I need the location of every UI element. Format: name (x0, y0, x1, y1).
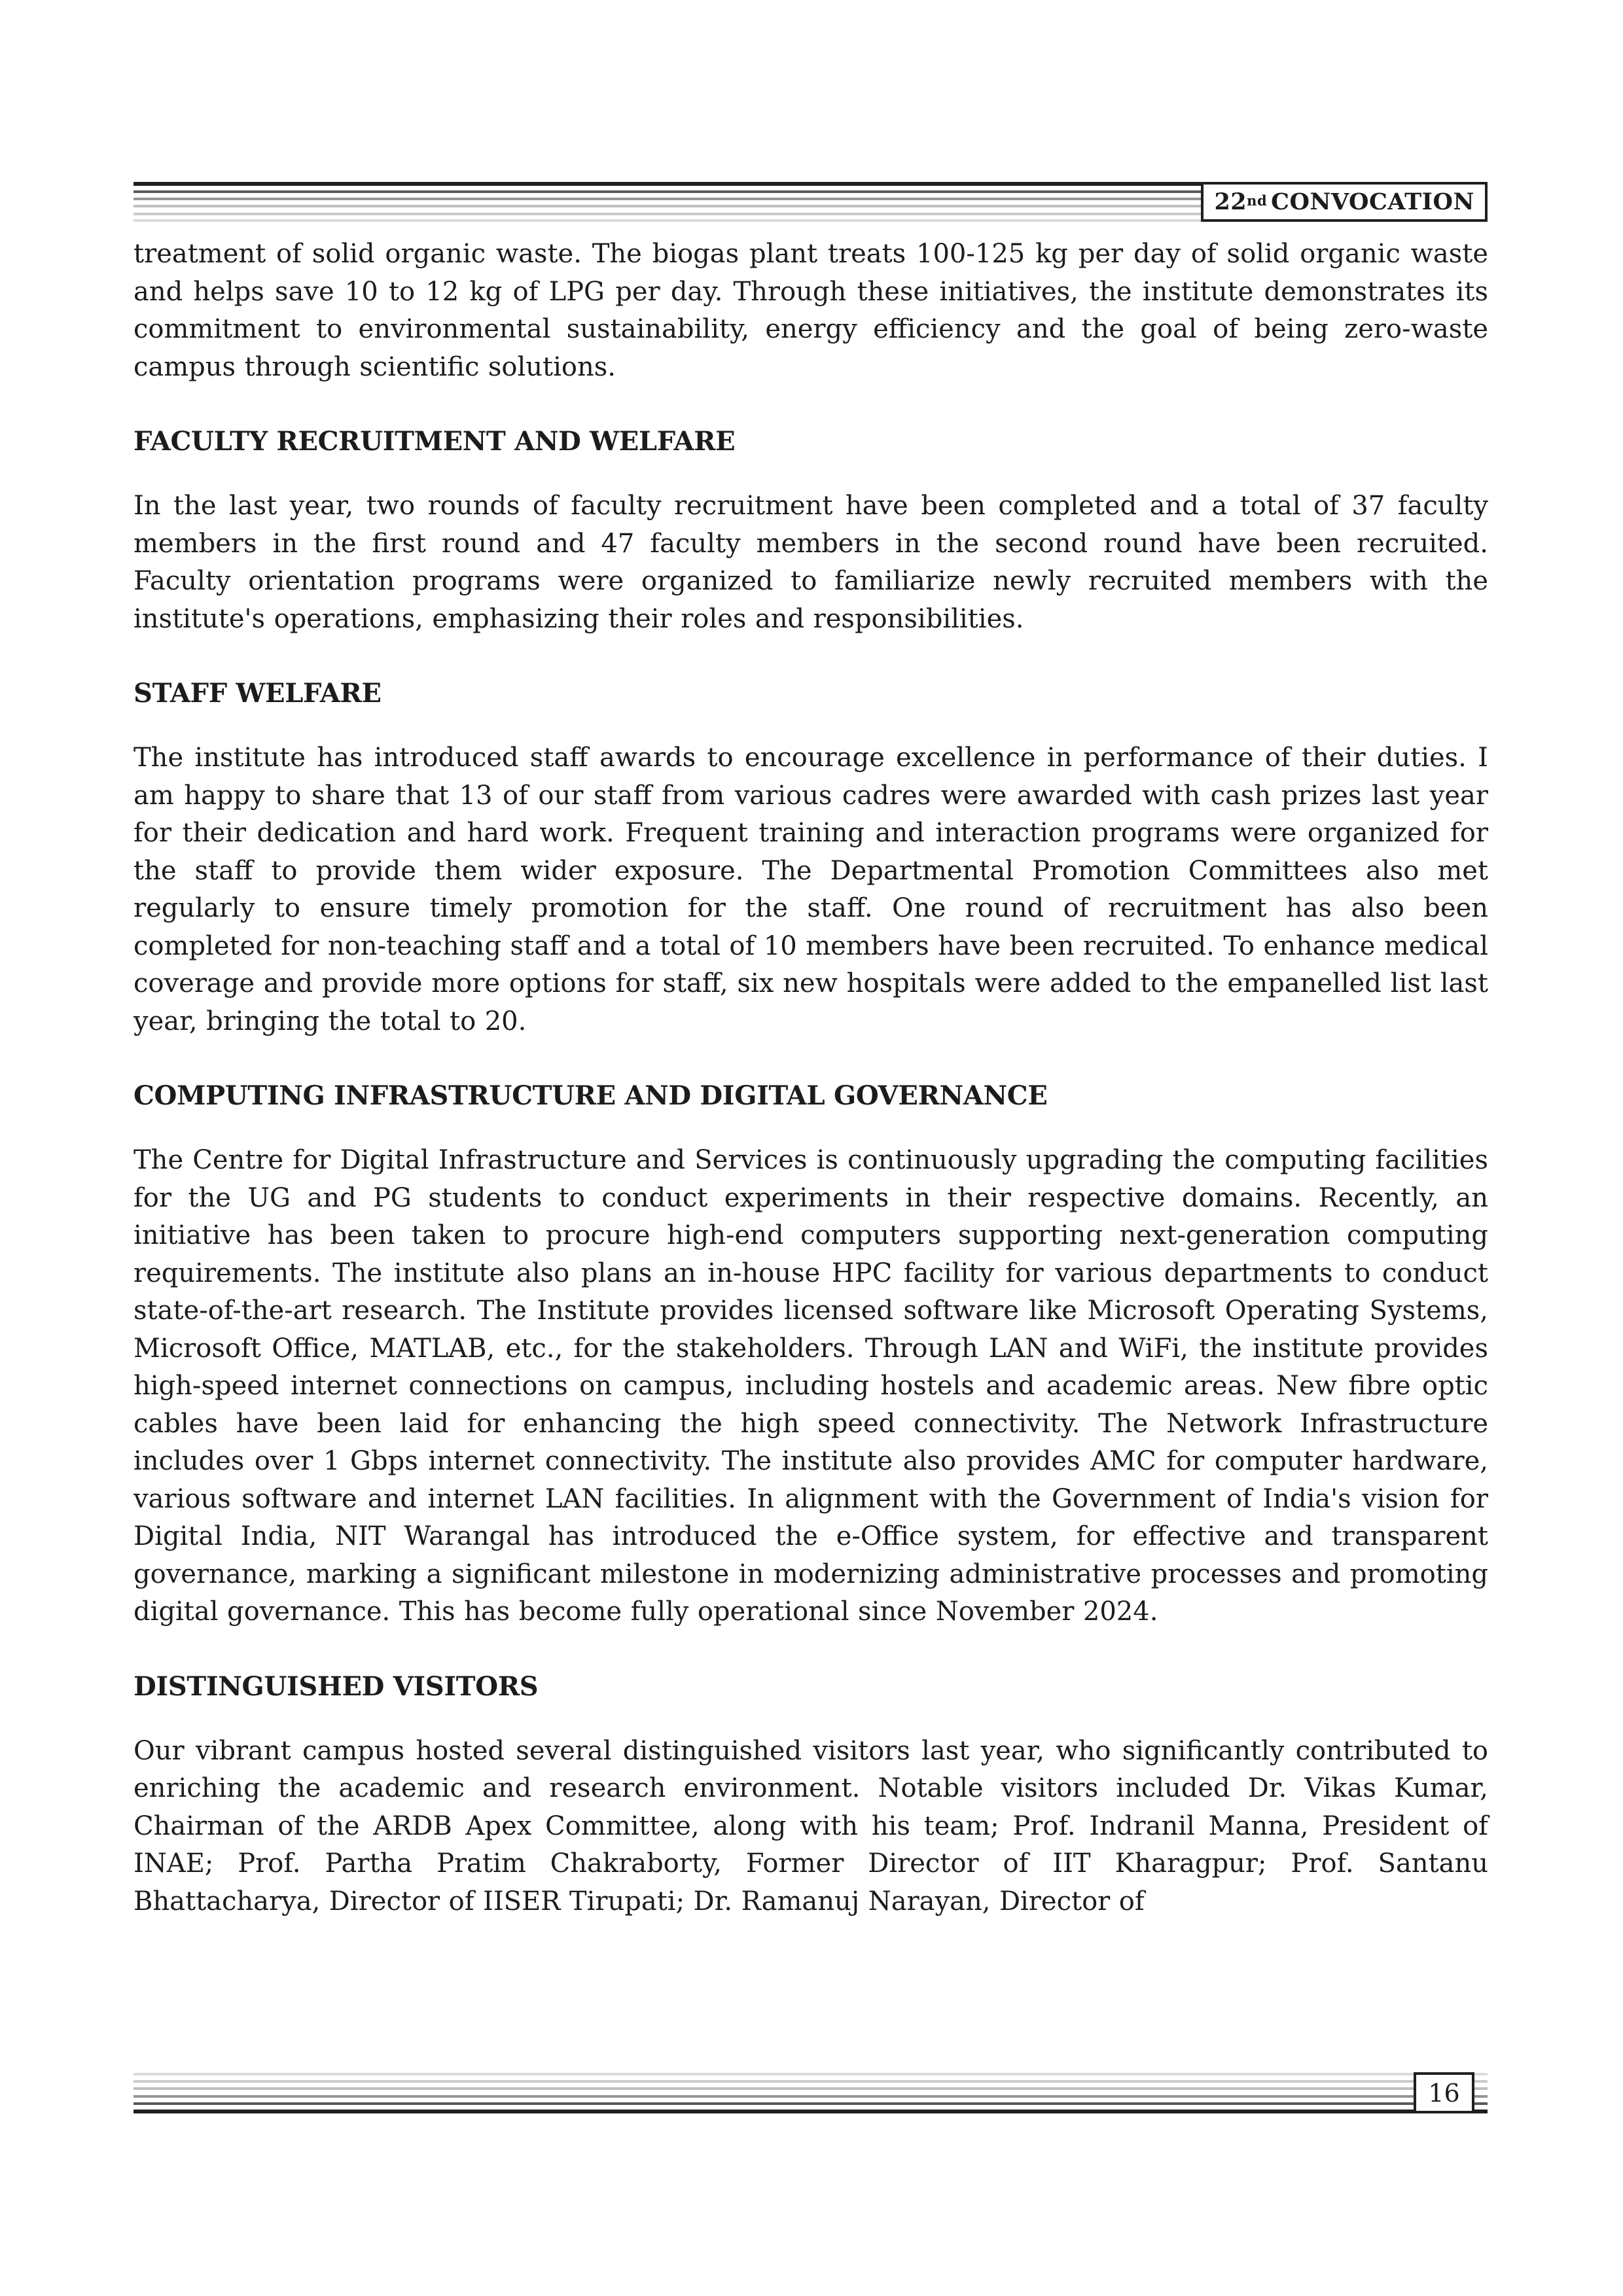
page-number-box (1414, 2072, 1474, 2113)
paragraph-biogas-waste: treatment of solid organic waste. The biogas plant treats 100-125 kg per day of solid organic waste and helps save 10 to 12 kg of LPG per day. Through these initiatives, the institute demonstrates its commitment to environmental sustainability, energy efficiency and the goal of being zero-waste campus through scientific solutions. (134, 239, 1488, 382)
heading-distinguished-visitors: DISTINGUISHED VISITORS (134, 1670, 539, 1702)
paragraph-distinguished-visitors: Our vibrant campus hosted several distinguished visitors last year, who significantly contributed to enriching the academic and research environment. Notable visitors included Dr. Vikas Kumar, Chairman of the ARDB Apex Committee, along with his team; Prof. Indranil Manna, President of INAE; Prof. Partha Pratim Chakraborty, Former Director of IIT Kharagpur; Prof. Santanu Bhattacharya, Director of IISER Tirupati; Dr. Ramanuj Narayan, Director of (134, 1735, 1488, 1916)
footer-rule-lighter (134, 2080, 1488, 2083)
heading-faculty-recruitment-and-welfare: FACULTY RECRUITMENT AND WELFARE (134, 426, 736, 457)
header-rule-band (134, 182, 1488, 222)
paragraph-faculty-recruitment: In the last year, two rounds of faculty recruitment have been completed and a total of 37 faculty members in the first round and 47 faculty members in the second round have been recruited. Faculty orientation programs were organized to familiarize newly recruited members with the institute's operations, emphasizing their roles and responsibilities. (134, 491, 1488, 634)
footer-rule-darkest (134, 2110, 1488, 2113)
footer-rule-dark (134, 2102, 1488, 2105)
convocation-badge (1201, 182, 1488, 222)
footer-rule-medium (134, 2095, 1488, 2098)
footer-rule-band (134, 2073, 1488, 2113)
footer-rule-light (134, 2087, 1488, 2090)
page-number: 16 (1428, 2078, 1460, 2108)
paragraph-computing-infrastructure: The Centre for Digital Infrastructure and Services is continuously upgrading the computing facilities for the UG and PG students to conduct experiments in their respective domains. Recently, an initiative has been taken to procure high-end computers supporting next-generation computing requirements. The institute also plans an in-house HPC facility for various departments to conduct state-of-the-art research. The Institute provides licensed software like Microsoft Operating Systems, Microsoft Office, MATLAB, etc., for the stakeholders. Through LAN and WiFi, the institute provides high-speed internet connections on campus, including hostels and academic areas. New fibre optic cables have been laid for enhancing the high speed connectivity. The Network Infrastructure includes over 1 Gbps internet connectivity. The institute also provides AMC for computer hardware, various software and internet LAN facilities. In alignment with the Government of India's vision for Digital India, NIT Warangal has introduced the e-Office system, for effective and transparent governance, marking a significant milestone in modernizing administrative processes and promoting digital governance. This has become fully operational since November 2024. (134, 1145, 1488, 1627)
paragraph-staff-welfare: The institute has introduced staff awards to encourage excellence in performance of their duties. I am happy to share that 13 of our staff from various cadres were awarded with cash prizes last year for their dedication and hard work. Frequent training and interaction programs were organized for the staff to provide them wider exposure. The Departmental Promotion Committees also met regularly to ensure timely promotion for the staff. One round of recruitment has also been completed for non-teaching staff and a total of 10 members have been recruited. To enhance medical coverage and provide more options for staff, six new hospitals were added to the empanelled list last year, bringing the total to 20. (134, 743, 1488, 1036)
heading-staff-welfare: STAFF WELFARE (134, 678, 382, 709)
heading-computing-infrastructure: COMPUTING INFRASTRUCTURE AND DIGITAL GOVERNANCE (134, 1080, 1048, 1111)
footer-rule-lightest (134, 2073, 1488, 2075)
convocation-edition-ordinal: nd (1247, 192, 1268, 209)
convocation-edition-number: 22 (1214, 188, 1247, 215)
page-body (134, 236, 1488, 1920)
convocation-title: CONVOCATION (1271, 188, 1474, 215)
